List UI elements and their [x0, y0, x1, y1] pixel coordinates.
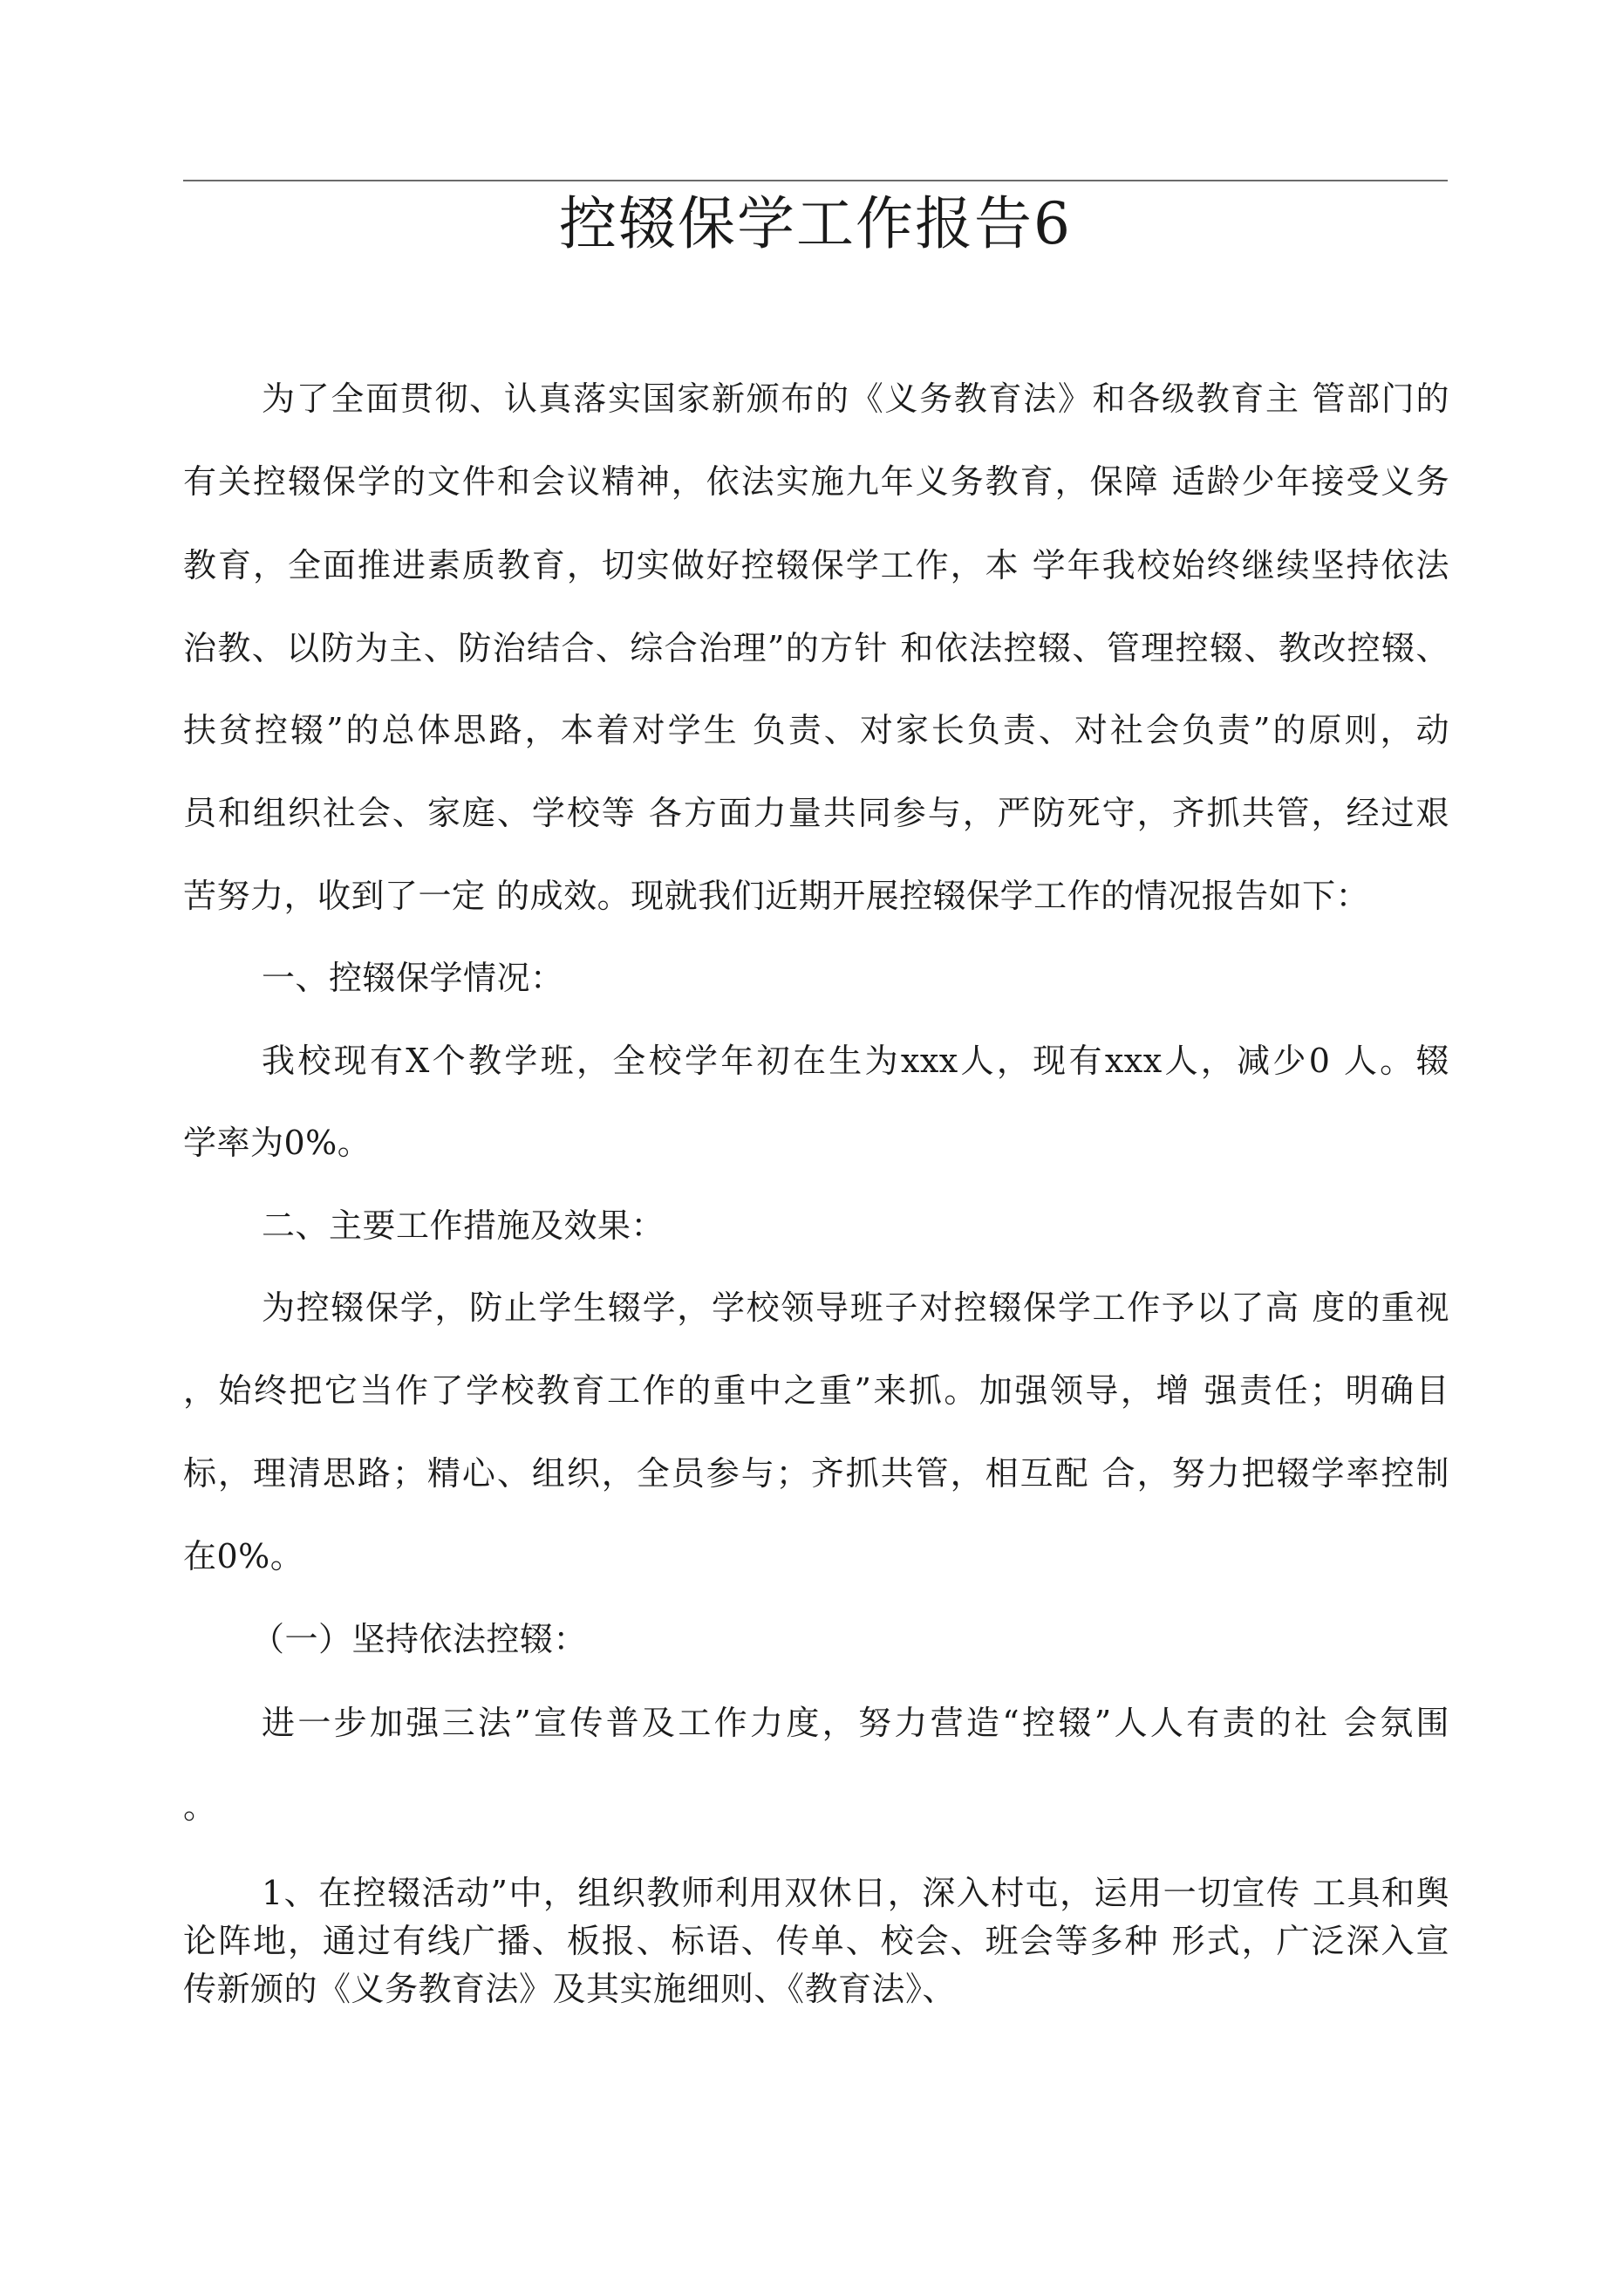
- section-heading: 二、主要工作措施及效果：: [262, 1206, 665, 1245]
- section-heading: 一、控辍保学情况：: [262, 959, 564, 997]
- text-line: 学率为0%。: [183, 1124, 372, 1162]
- text-line: 员和组织社会、家庭、学校等 各方面力量共同参与，严防死守，齐抓共管，经过艰: [183, 794, 1449, 832]
- header-rule: [183, 180, 1448, 181]
- document-title: 控辍保学工作报告6: [559, 190, 1072, 257]
- text-line: 有关控辍保学的文件和会议精神，依法实施九年义务教育，保障 适龄少年接受义务: [183, 462, 1449, 501]
- text-line: 教育，全面推进素质教育，切实做好控辍保学工作，本 学年我校始终继续坚持依法: [183, 546, 1449, 584]
- text-line: 为了全面贯彻、认真落实国家新颁布的《义务教育法》和各级教育主 管部门的: [262, 379, 1449, 418]
- text-line: 苦努力，收到了一定 的成效。现就我们近期开展控辍保学工作的情况报告如下：: [183, 877, 1370, 915]
- text-line: 扶贫控辍”的总体思路，本着对学生 负责、对家长负责、对社会负责”的原则，动: [183, 711, 1449, 749]
- text-line: 论阵地，通过有线广播、板报、标语、传单、校会、班会等多种 形式，广泛深入宣: [183, 1922, 1449, 1960]
- text-line: 为控辍保学，防止学生辍学，学校领导班子对控辍保学工作予以了高 度的重视: [262, 1288, 1449, 1327]
- text-line: ，始终把它当作了学校教育工作的重中之重”来抓。加强领导，增 强责任；明确目: [183, 1371, 1449, 1410]
- text-line: 。: [183, 1787, 217, 1826]
- text-line: 我校现有X个教学班，全校学年初在生为xxx人，现有xxx人，减少0 人。辍: [262, 1042, 1449, 1080]
- text-line: 在0%。: [183, 1537, 304, 1575]
- text-line: 进一步加强三法”宣传普及工作力度，努力营造“控辍”人人有责的社 会氛围: [262, 1704, 1449, 1742]
- text-line: 标，理清思路；精心、组织，全员参与；齐抓共管，相互配 合，努力把辍学率控制: [183, 1454, 1449, 1493]
- subsection-heading: （一）坚持依法控辍：: [251, 1620, 588, 1658]
- text-line: 1、在控辍活动”中，组织教师利用双休日，深入村屯，运用一切宣传 工具和舆: [262, 1874, 1449, 1912]
- text-line: 传新颁的《义务教育法》及其实施细则、《教育法》、: [183, 1970, 957, 2008]
- text-line: 治教、以防为主、防治结合、综合治理”的方针 和依法控辍、管理控辍、教改控辍、: [183, 629, 1449, 667]
